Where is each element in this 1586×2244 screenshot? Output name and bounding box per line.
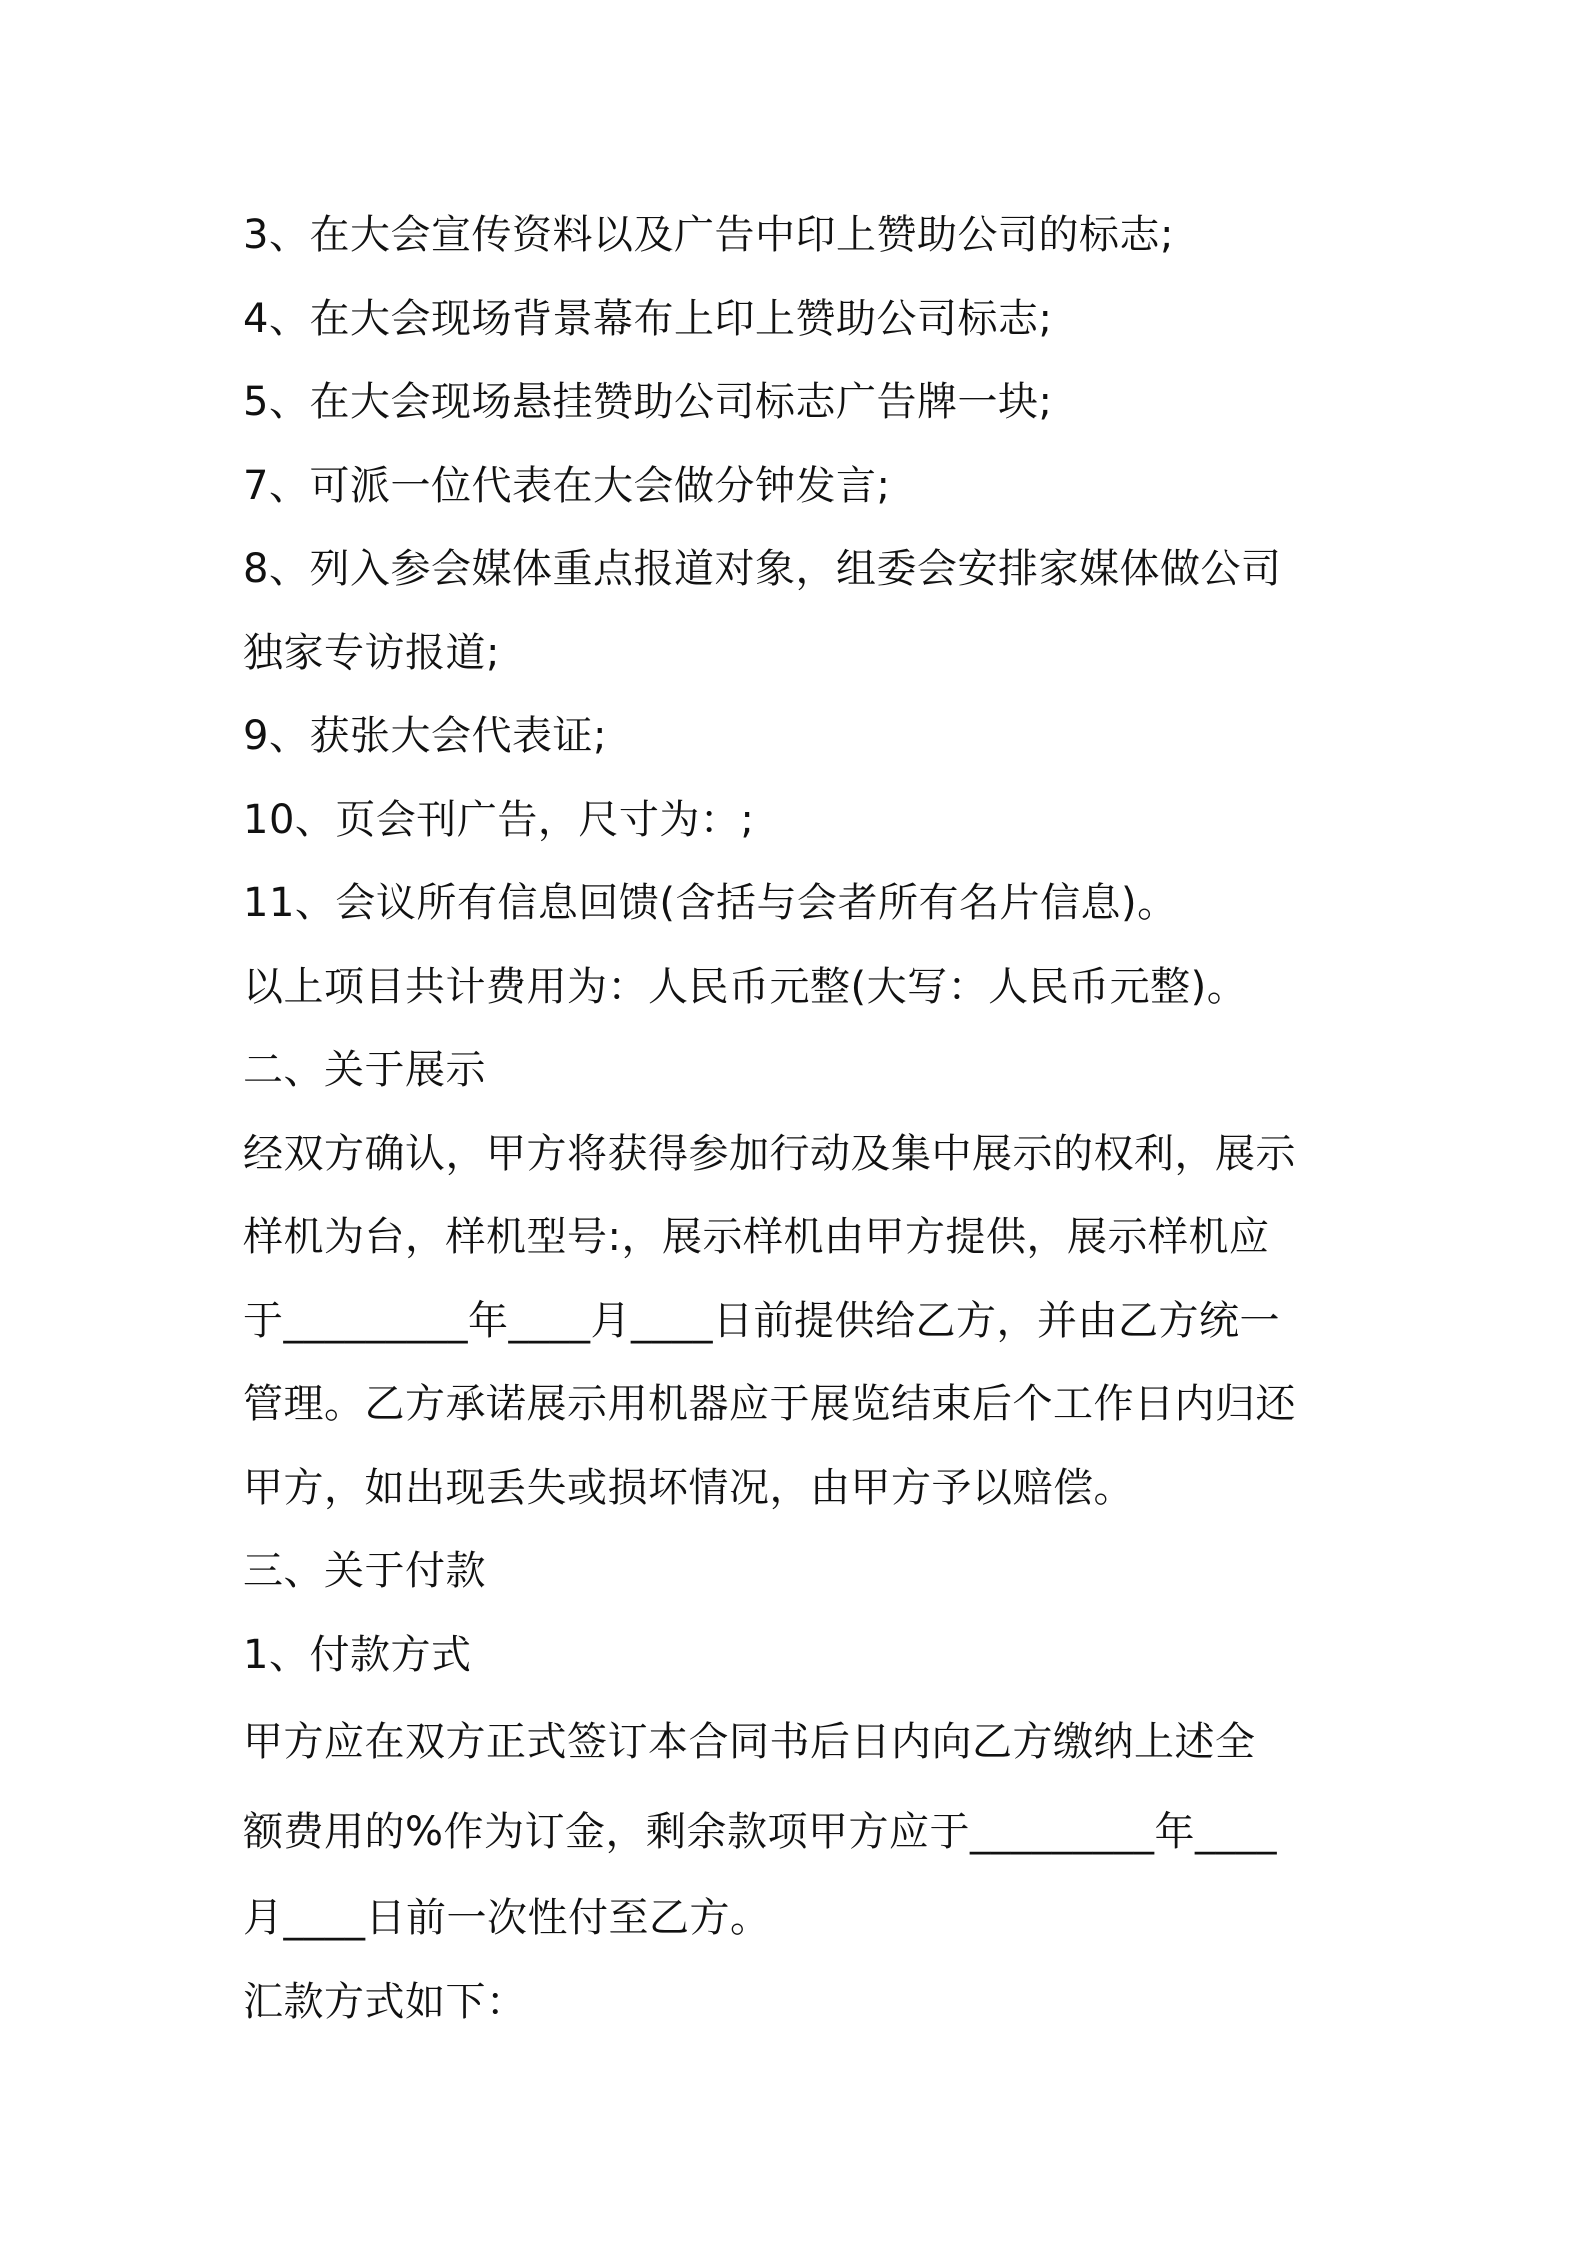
payment-method-heading: 1、付款方式	[243, 1631, 472, 1678]
display-paragraph-line-5: 甲方，如出现丢失或损坏情况，由甲方予以赔偿。	[243, 1464, 1134, 1511]
clause-8-media-coverage: 8、列入参会媒体重点报道对象，组委会安排家媒体做公司	[243, 546, 1282, 592]
clause-8-continued: 独家专访报道;	[243, 629, 500, 676]
display-paragraph-line-4: 管理。乙方承诺展示用机器应于展览结束后个工作日内归还	[243, 1381, 1296, 1427]
payment-paragraph-line-2: 额费用的%作为订金，剩余款项甲方应于_________年____	[243, 1809, 1278, 1855]
display-paragraph-line-3: 于_________年____月____日前提供给乙方，并由乙方统一	[243, 1297, 1280, 1344]
payment-paragraph-line-3: 月____日前一次性付至乙方。	[243, 1895, 771, 1941]
clause-11-info-feedback: 11、会议所有信息回馈(含括与会者所有名片信息)。	[243, 880, 1178, 926]
clause-9-delegate-passes: 9、获张大会代表证;	[243, 713, 607, 759]
payment-paragraph-line-1: 甲方应在双方正式签订本合同书后日内向乙方缴纳上述全	[243, 1719, 1256, 1765]
clause-7-speech: 7、可派一位代表在大会做分钟发言;	[243, 462, 891, 509]
total-fee-line: 以上项目共计费用为：人民币元整(大写：人民币元整)。	[243, 963, 1248, 1010]
section-heading-payment: 三、关于付款	[243, 1548, 486, 1594]
document-body	[243, 194, 1363, 2044]
clause-4-logo-on-backdrop: 4、在大会现场背景幕布上印上赞助公司标志;	[243, 295, 1053, 342]
section-heading-display: 二、关于展示	[243, 1047, 486, 1093]
remittance-method-line: 汇款方式如下：	[243, 1978, 527, 2025]
clause-10-journal-ad: 10、页会刊广告，尺寸为：;	[243, 796, 755, 843]
clause-3-logo-on-materials: 3、在大会宣传资料以及广告中印上赞助公司的标志;	[243, 212, 1174, 258]
clause-5-billboard: 5、在大会现场悬挂赞助公司标志广告牌一块;	[243, 379, 1053, 425]
display-paragraph-line-1: 经双方确认，甲方将获得参加行动及集中展示的权利，展示	[243, 1130, 1296, 1177]
display-paragraph-line-2: 样机为台，样机型号:，展示样机由甲方提供，展示样机应	[243, 1214, 1270, 1260]
